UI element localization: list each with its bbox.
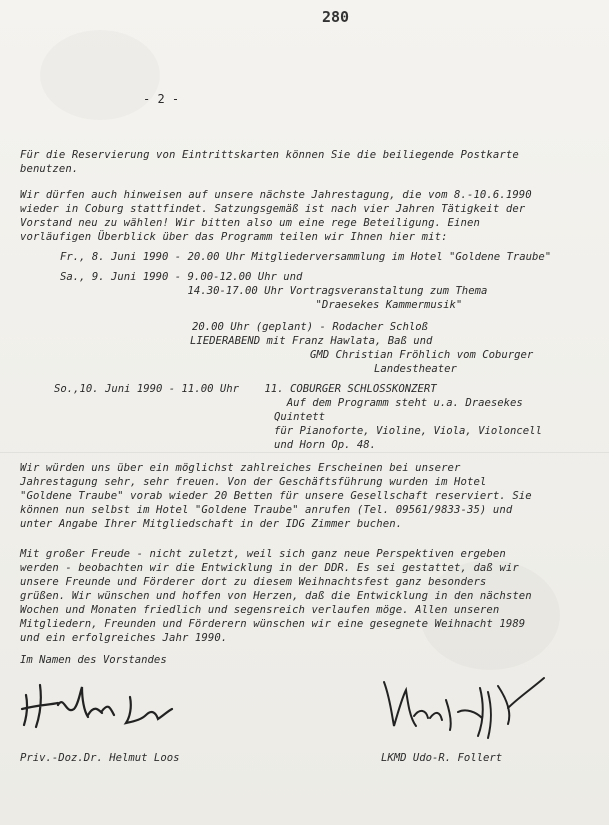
program-line-sunday: So.,10. Juni 1990 - 11.00 Uhr 11. COBURGER SCHLOSSKONZERT xyxy=(54,383,437,395)
paragraph-hotel: Wir würden uns über ein möglichst zahlreiches Erscheinen bei unserer Jahrestagung sehr, sehr freuen. Von der Geschäftsführung wurden im Hotel "Goldene Traube" vorab wieder 20 Betten für unsere Gesellschaft reserviert. Sie können nun selbst im Hotel "Goldene Traube" anrufen (Tel. 09561/9833-35) und unter Angabe Ihrer Mitgliedschaft in der IDG Zimmer buchen. xyxy=(20,462,532,530)
program-line-saturday-topic: "Draesekes Kammermusik" xyxy=(188,299,463,311)
program-line-landestheater: Landestheater xyxy=(374,363,457,375)
program-line-friday: Fr., 8. Juni 1990 - 20.00 Uhr Mitgliederversammlung im Hotel "Goldene Traube" xyxy=(60,251,552,263)
closing-greeting: Im Namen des Vorstandes xyxy=(20,654,167,666)
signature-right xyxy=(380,668,550,748)
paragraph-annual-meeting: Wir dürfen auch hinweisen auf unsere nächste Jahrestagung, die vom 8.-10.6.1990 wieder in Coburg stattfindet. Satzungsgemäß ist nach vier Jahren Tätigkeit der Vorstand neu zu wählen! Wir bitten also um eine rege Beteiligung. Einen vorläufigen Überblick über das Programm teilen wir Ihnen hier mit: xyxy=(20,189,532,243)
paper-stain xyxy=(40,30,160,120)
program-line-evening: 20.00 Uhr (geplant) - Rodacher Schloß xyxy=(192,321,428,333)
signature-left xyxy=(18,675,178,735)
program-line-gmd: GMD Christian Fröhlich vom Coburger xyxy=(310,349,534,361)
page-index: - 2 - xyxy=(143,92,180,106)
program-line-saturday-afternoon: 14.30-17.00 Uhr Vortragsveranstaltung zum Thema xyxy=(60,285,488,297)
signer-left-name: Priv.-Doz.Dr. Helmut Loos xyxy=(20,752,180,764)
program-line-saturday: Sa., 9. Juni 1990 - 9.00-12.00 Uhr und xyxy=(60,271,303,283)
paragraph-reservation: Für die Reservierung von Eintrittskarten können Sie die beiliegende Postkarte benutzen. xyxy=(20,149,519,175)
signer-right-name: LKMD Udo-R. Follert xyxy=(381,752,503,764)
paper-fold xyxy=(0,452,609,453)
archive-number: 280 xyxy=(322,8,350,26)
program-line-liederabend: LIEDERABEND mit Franz Hawlata, Baß und xyxy=(190,335,433,347)
program-line-sunday-detail: Auf dem Programm steht u.a. Draesekes Quintett für Pianoforte, Violine, Viola, Violoncell und Horn Op. 48. xyxy=(274,397,542,451)
paragraph-greetings: Mit großer Freude - nicht zuletzt, weil sich ganz neue Perspektiven ergeben werden - beobachten wir die Entwicklung in der DDR. Es sei gestattet, daß wir unsere Freunde und Förderer dort zu diesem Weihnachtsfest ganz besonders grüßen. Wir wünschen und hoffen von Herzen, daß die Entwicklung in den nächsten Wochen und Monaten friedlich und segensreich verlaufen möge. Allen unseren Mitgliedern, Freunden und Förderern wünschen wir eine gesegnete Weihnacht 1989 und ein erfolgreiches Jahr 1990. xyxy=(20,548,532,644)
